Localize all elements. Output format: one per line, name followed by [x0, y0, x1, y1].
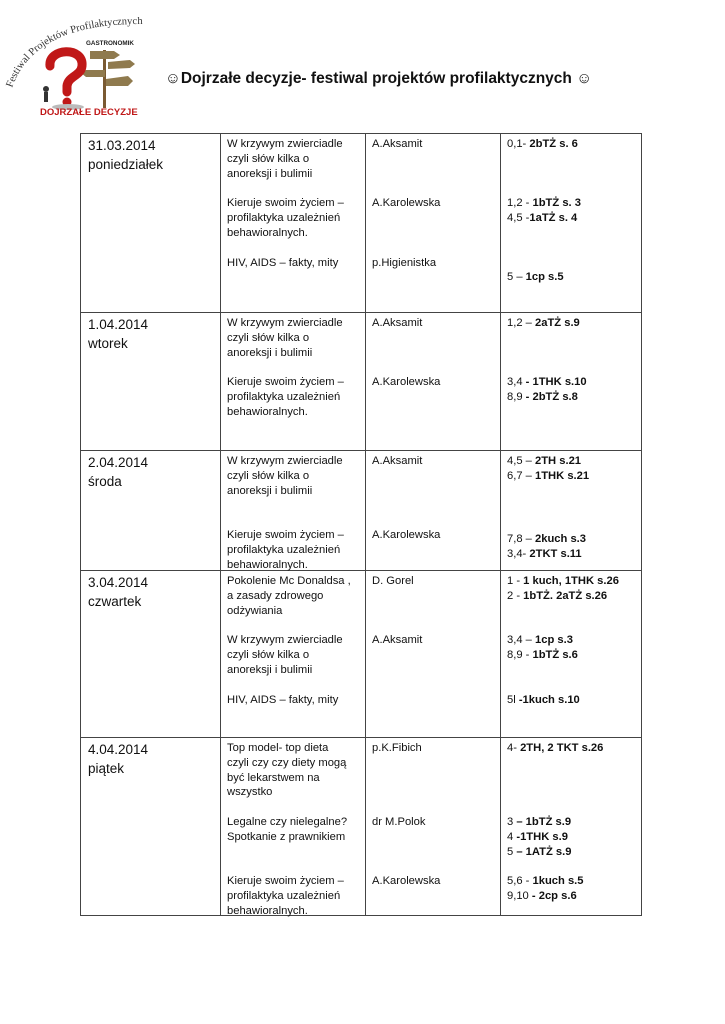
date-cell: [81, 571, 221, 738]
presenter: A.Karolewska: [372, 529, 441, 541]
topic-line: być lekarstwem na: [227, 771, 320, 784]
festival-logo: [4, 14, 150, 122]
topic-cell: [221, 451, 366, 571]
lesson-hours: 5 –: [507, 271, 526, 283]
topic: [227, 137, 343, 181]
class-assignments: [507, 741, 603, 756]
topic-line: Kieruje swoim życiem –: [227, 376, 344, 388]
class-line: [507, 137, 578, 152]
lesson-hours: 5: [507, 845, 517, 858]
topic: [227, 574, 351, 618]
topic: [227, 316, 343, 360]
lesson-hours: 1,2 –: [507, 317, 535, 329]
lesson-hours: 8,9: [507, 390, 526, 403]
topic-line: anoreksji i bulimii: [227, 663, 313, 676]
topic-line: odżywiania: [227, 604, 283, 617]
topic-line: czyli słów kilka o: [227, 648, 310, 661]
class-room: – 1bTŻ s.9: [516, 816, 572, 828]
topic-cell: [221, 134, 366, 313]
class-line: [507, 648, 578, 663]
weekday: wtorek: [88, 336, 128, 351]
lesson-hours: 9,10: [507, 889, 532, 902]
lesson-hours: 7,8 –: [507, 533, 535, 545]
topic-line: Spotkanie z prawnikiem: [227, 830, 346, 843]
topic-line: W krzywym zwierciadle: [227, 455, 343, 467]
lesson-hours: 5,6 -: [507, 875, 533, 887]
class-line: [507, 693, 580, 708]
topic-line: W krzywym zwierciadle: [227, 634, 343, 646]
class-room: 1bTŻ s.6: [532, 648, 578, 661]
classes-cell: [501, 571, 642, 738]
person-cell: [366, 571, 501, 738]
topic-line: a zasady zdrowego: [227, 589, 324, 602]
schedule-row: [81, 738, 642, 916]
class-room: 2kuch s.3: [535, 533, 586, 545]
topic-line: behawioralnych.: [227, 904, 308, 917]
class-line: [507, 454, 589, 469]
class-line: [507, 270, 564, 285]
date: 2.04.2014: [88, 455, 149, 470]
lesson-hours: 3,4: [507, 376, 526, 388]
presenter: D. Gorel: [372, 575, 414, 587]
class-line: [507, 633, 578, 648]
topic-line: profilaktyka uzależnień: [227, 390, 341, 403]
lesson-hours: 4: [507, 830, 517, 843]
topic: [227, 196, 344, 240]
topic: [227, 815, 347, 845]
class-room: 1cp s.5: [525, 271, 564, 283]
topic: [227, 256, 338, 271]
date: 1.04.2014: [88, 317, 149, 332]
class-room: - 1THK s.10: [525, 376, 587, 388]
person-cell: [366, 313, 501, 451]
date-cell: [81, 134, 221, 313]
class-line: [507, 469, 589, 484]
class-room: – 1ATŻ s.9: [516, 845, 572, 858]
topic-line: wszystko: [227, 786, 273, 799]
class-line: [507, 390, 587, 405]
weekday: poniedziałek: [88, 157, 164, 172]
class-line: [507, 845, 571, 860]
schedule-table: [80, 133, 642, 916]
class-room: 2TH, 2 TKT s.26: [520, 742, 604, 754]
logo-arc-text: Festiwal Projektów Profilaktycznych: [4, 15, 143, 89]
class-line: [507, 211, 581, 226]
person-cell: [366, 134, 501, 313]
topic-line: Pokolenie Mc Donaldsa ,: [227, 575, 351, 587]
class-assignments: [507, 633, 578, 663]
topic-line: behawioralnych.: [227, 226, 308, 239]
question-mark-icon: [50, 52, 84, 110]
class-assignments: [507, 137, 578, 152]
class-line: [507, 741, 603, 756]
class-line: [507, 532, 586, 547]
topic-line: W krzywym zwierciadle: [227, 317, 343, 329]
date-cell: [81, 451, 221, 571]
topic-line: Top model- top dieta: [227, 742, 329, 754]
class-room: 1THK s.21: [535, 469, 590, 482]
class-room: 2TH s.21: [535, 455, 582, 467]
schedule-row: [81, 571, 642, 738]
logo-caption: DOJRZAŁE DECYZJE: [40, 107, 138, 118]
class-assignments: [507, 454, 589, 484]
class-line: [507, 375, 587, 390]
weekday: środa: [88, 474, 122, 489]
topic: [227, 454, 343, 498]
topic-line: czyli słów kilka o: [227, 469, 310, 482]
class-room: 1bTŻ s. 3: [532, 197, 581, 209]
classes-cell: [501, 738, 642, 916]
topic-line: behawioralnych.: [227, 405, 308, 418]
lesson-hours: 4,5 -: [507, 211, 530, 224]
class-assignments: [507, 316, 580, 331]
class-line: [507, 815, 571, 830]
presenter: A.Aksamit: [372, 138, 423, 150]
topic: [227, 741, 346, 800]
topic-line: czyli słów kilka o: [227, 152, 310, 165]
topic: [227, 633, 343, 677]
class-room: - 2bTŻ s.8: [525, 390, 578, 403]
lesson-hours: 8,9 -: [507, 648, 533, 661]
topic-line: czyli słów kilka o: [227, 331, 310, 344]
date: 3.04.2014: [88, 575, 149, 590]
lesson-hours: 0,1-: [507, 138, 530, 150]
class-room: -1THK s.9: [516, 830, 568, 843]
topic-line: behawioralnych.: [227, 558, 308, 571]
presenter: p.Higienistka: [372, 257, 437, 269]
date-cell: [81, 313, 221, 451]
class-room: 1aTŻ s. 4: [529, 211, 578, 224]
class-assignments: [507, 375, 587, 405]
class-line: [507, 316, 580, 331]
topic-line: anoreksji i bulimii: [227, 346, 313, 359]
lesson-hours: 1,2 -: [507, 197, 533, 209]
weekday: piątek: [88, 761, 125, 776]
class-assignments: [507, 196, 581, 226]
topic-cell: [221, 571, 366, 738]
lesson-hours: 2 -: [507, 589, 524, 602]
class-line: [507, 830, 571, 845]
topic: [227, 693, 338, 708]
class-room: 1kuch s.5: [532, 875, 584, 887]
class-line: [507, 574, 619, 589]
date-cell: [81, 738, 221, 916]
schedule-row: [81, 451, 642, 571]
topic-line: Kieruje swoim życiem –: [227, 529, 344, 541]
topic-line: czyli czy czy diety mogą: [227, 756, 347, 769]
class-line: [507, 589, 619, 604]
class-assignments: [507, 693, 580, 708]
class-assignments: [507, 270, 564, 285]
person-cell: [366, 451, 501, 571]
topic-cell: [221, 313, 366, 451]
class-line: [507, 889, 584, 904]
lesson-hours: 4-: [507, 742, 521, 754]
topic-line: Kieruje swoim życiem –: [227, 197, 344, 209]
classes-cell: [501, 313, 642, 451]
presenter: p.K.Fibich: [372, 742, 422, 754]
lesson-hours: 1 -: [507, 575, 524, 587]
class-assignments: [507, 874, 584, 904]
class-room: 1bTŻ. 2aTŻ s.26: [523, 589, 608, 602]
presenter: A.Karolewska: [372, 197, 441, 209]
lesson-hours: 3: [507, 816, 517, 828]
class-room: 2TKT s.11: [529, 547, 582, 560]
person-figure-icon: [43, 86, 49, 102]
class-assignments: [507, 815, 571, 859]
topic: [227, 375, 344, 419]
class-line: [507, 874, 584, 889]
date: 31.03.2014: [88, 138, 156, 153]
class-room: 1cp s.3: [535, 634, 573, 646]
class-room: 2aTŻ s.9: [535, 317, 580, 329]
class-room: 1 kuch, 1THK s.26: [523, 575, 619, 587]
class-line: [507, 547, 586, 562]
presenter: dr M.Polok: [372, 816, 426, 828]
topic-line: Kieruje swoim życiem –: [227, 875, 344, 887]
schedule-row: [81, 313, 642, 451]
schedule-row: [81, 134, 642, 313]
page-title: ☺Dojrzałe decyzje- festiwal projektów profilaktycznych ☺: [165, 70, 593, 87]
class-room: - 2cp s.6: [531, 889, 577, 902]
presenter: A.Aksamit: [372, 455, 423, 467]
presenter: A.Karolewska: [372, 875, 441, 887]
date: 4.04.2014: [88, 742, 149, 757]
presenter: A.Karolewska: [372, 376, 441, 388]
class-line: [507, 196, 581, 211]
topic-line: anoreksji i bulimii: [227, 167, 313, 180]
lesson-hours: 6,7 –: [507, 469, 535, 482]
topic-cell: [221, 738, 366, 916]
weekday: czwartek: [88, 594, 142, 609]
classes-cell: [501, 134, 642, 313]
topic-line: profilaktyka uzależnień: [227, 543, 341, 556]
topic-line: profilaktyka uzależnień: [227, 211, 341, 224]
topic-line: W krzywym zwierciadle: [227, 138, 343, 150]
topic: [227, 528, 344, 572]
topic-line: HIV, AIDS – fakty, mity: [227, 694, 339, 706]
class-assignments: [507, 574, 619, 604]
topic: [227, 874, 344, 918]
topic-line: HIV, AIDS – fakty, mity: [227, 257, 339, 269]
lesson-hours: 5l: [507, 694, 519, 706]
topic-line: Legalne czy nielegalne?: [227, 816, 348, 828]
class-assignments: [507, 532, 586, 562]
topic-line: profilaktyka uzależnień: [227, 889, 341, 902]
presenter: A.Aksamit: [372, 317, 423, 329]
lesson-hours: 3,4-: [507, 547, 530, 560]
classes-cell: [501, 451, 642, 571]
lesson-hours: 3,4 –: [507, 634, 535, 646]
class-room: -1kuch s.10: [518, 694, 580, 706]
logo-sign-text: GASTRONOMIK: [86, 40, 134, 47]
person-cell: [366, 738, 501, 916]
topic-line: anoreksji i bulimii: [227, 484, 313, 497]
presenter: A.Aksamit: [372, 634, 423, 646]
lesson-hours: 4,5 –: [507, 455, 535, 467]
class-room: 2bTŻ s. 6: [529, 138, 578, 150]
